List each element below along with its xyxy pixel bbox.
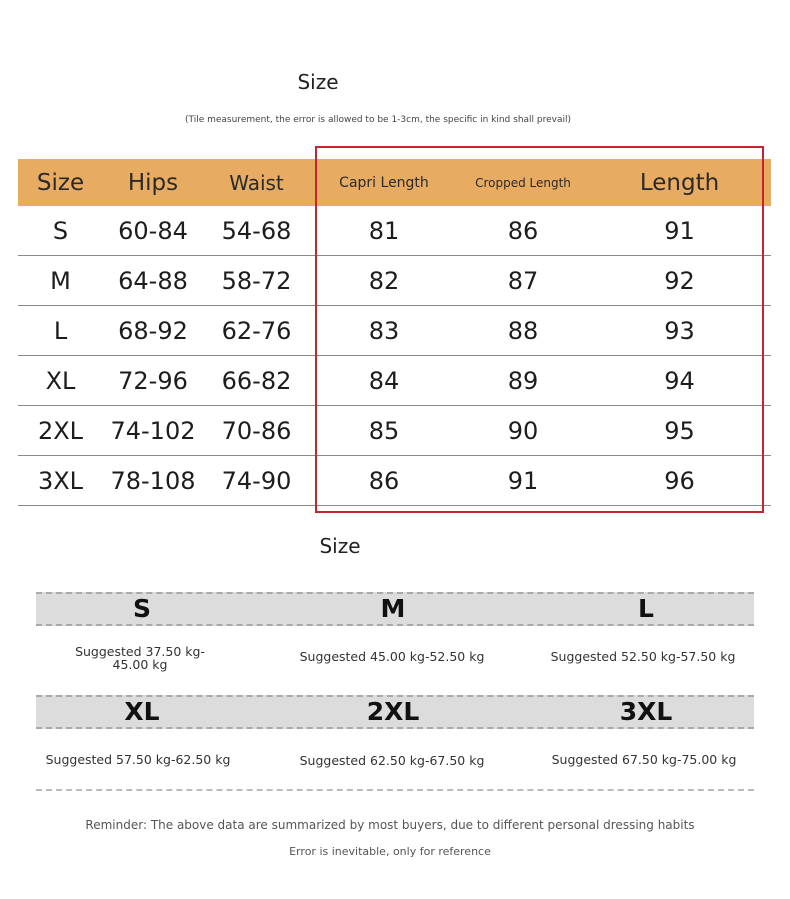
size-band	[36, 695, 754, 729]
band-size-label: S	[132, 594, 151, 623]
table-cell: 81	[310, 206, 458, 256]
header-size: Size	[18, 159, 103, 206]
table-cell: M	[18, 256, 103, 306]
header-waist: Waist	[203, 159, 310, 206]
band-size-label: XL	[124, 697, 160, 726]
table-cell: 62-76	[203, 306, 310, 356]
table-cell: 89	[458, 356, 588, 406]
size-table	[18, 159, 771, 506]
table-cell: 88	[458, 306, 588, 356]
table-cell: 70-86	[203, 406, 310, 456]
table-header-row	[18, 159, 771, 206]
divider	[36, 789, 754, 791]
weight-recommendation: Suggested 57.50 kg-62.50 kg	[45, 752, 231, 767]
weight-recommendation: Suggested 45.00 kg-52.50 kg	[299, 649, 485, 664]
table-cell: 64-88	[103, 256, 203, 306]
table-cell: 54-68	[203, 206, 310, 256]
table-cell: S	[18, 206, 103, 256]
reminder-text-secondary: Error is inevitable, only for reference	[289, 845, 491, 858]
table-cell: 95	[588, 406, 771, 456]
header-length: Length	[588, 159, 771, 206]
table-cell: 74-90	[203, 456, 310, 506]
table-row	[18, 356, 771, 406]
table-cell: 86	[310, 456, 458, 506]
table-cell: 60-84	[103, 206, 203, 256]
table-cell: 83	[310, 306, 458, 356]
table-cell: 58-72	[203, 256, 310, 306]
table-cell: 72-96	[103, 356, 203, 406]
table-cell: 68-92	[103, 306, 203, 356]
table-cell: 74-102	[103, 406, 203, 456]
band-size-label: L	[638, 594, 654, 623]
weight-recommendation: Suggested 62.50 kg-67.50 kg	[299, 753, 485, 768]
weight-recommendation: Suggested 37.50 kg-45.00 kg	[75, 644, 205, 672]
table-cell: 82	[310, 256, 458, 306]
table-cell: 86	[458, 206, 588, 256]
table-cell: 92	[588, 256, 771, 306]
table-cell: XL	[18, 356, 103, 406]
table-cell: 91	[588, 206, 771, 256]
table-cell: 91	[458, 456, 588, 506]
table-row	[18, 456, 771, 506]
header-hips: Hips	[103, 159, 203, 206]
table-row	[18, 406, 771, 456]
table-cell: 93	[588, 306, 771, 356]
size-chart-title: Size	[297, 70, 339, 94]
table-cell: 96	[588, 456, 771, 506]
weight-recommendation: Suggested 52.50 kg-57.50 kg	[550, 649, 736, 664]
reminder-text: Reminder: The above data are summarized by most buyers, due to different personal dressing habits	[85, 818, 695, 832]
table-cell: 2XL	[18, 406, 103, 456]
band-size-label: 3XL	[619, 697, 673, 726]
header-capri-length: Capri Length	[310, 159, 458, 206]
table-cell: 85	[310, 406, 458, 456]
table-cell: 90	[458, 406, 588, 456]
table-row	[18, 306, 771, 356]
table-cell: 78-108	[103, 456, 203, 506]
table-cell: 87	[458, 256, 588, 306]
header-cropped-length: Cropped Length	[458, 159, 588, 206]
table-row	[18, 206, 771, 256]
table-cell: 94	[588, 356, 771, 406]
table-cell: L	[18, 306, 103, 356]
measurement-note: (Tile measurement, the error is allowed to be 1-3cm, the specific in kind shall prevail)	[184, 115, 572, 125]
table-cell: 66-82	[203, 356, 310, 406]
table-cell: 84	[310, 356, 458, 406]
band-size-label: 2XL	[366, 697, 420, 726]
size-band	[36, 592, 754, 626]
table-row	[18, 256, 771, 306]
weight-recommendation: Suggested 67.50 kg-75.00 kg	[551, 752, 737, 767]
weight-guide-title: Size	[319, 534, 361, 558]
band-size-label: M	[380, 594, 406, 623]
table-cell: 3XL	[18, 456, 103, 506]
